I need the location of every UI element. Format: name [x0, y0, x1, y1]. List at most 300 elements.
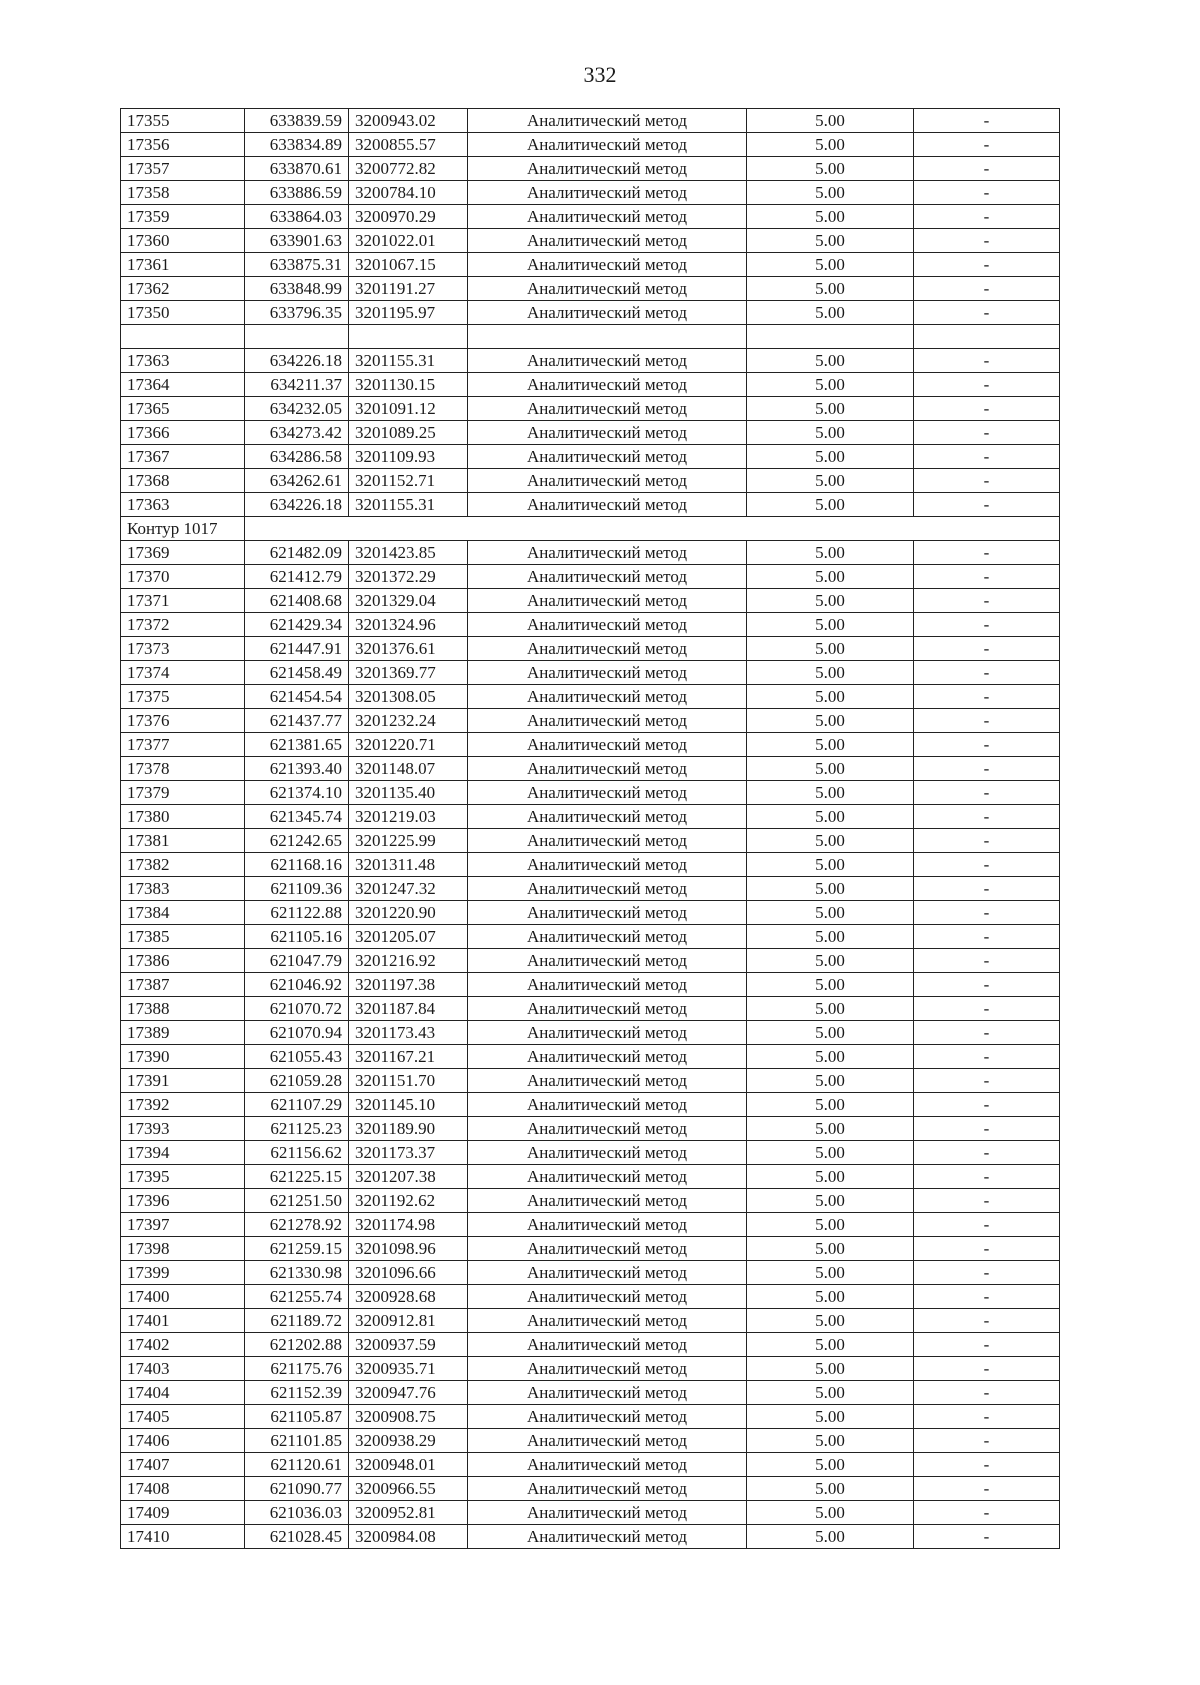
- method-cell: Аналитический метод: [468, 1069, 747, 1093]
- table-row: [121, 1021, 1060, 1045]
- note-cell: -: [914, 157, 1060, 181]
- table-row: [121, 1381, 1060, 1405]
- point-number-cell: 17405: [121, 1405, 245, 1429]
- accuracy-cell: 5.00: [747, 1501, 914, 1525]
- accuracy-cell: 5.00: [747, 1069, 914, 1093]
- x-coordinate-cell: 634226.18: [245, 349, 349, 373]
- x-coordinate-cell: 621454.54: [245, 685, 349, 709]
- table-row: [121, 661, 1060, 685]
- point-number-cell: 17396: [121, 1189, 245, 1213]
- table-row: [121, 997, 1060, 1021]
- table-row: [121, 613, 1060, 637]
- point-number-cell: 17406: [121, 1429, 245, 1453]
- x-coordinate-cell: 634273.42: [245, 421, 349, 445]
- accuracy-cell: 5.00: [747, 373, 914, 397]
- accuracy-cell: 5.00: [747, 349, 914, 373]
- point-number-cell: 17390: [121, 1045, 245, 1069]
- note-cell: -: [914, 421, 1060, 445]
- accuracy-cell: 5.00: [747, 109, 914, 133]
- point-number-cell: 17357: [121, 157, 245, 181]
- y-coordinate-cell: 3201130.15: [349, 373, 468, 397]
- point-number-cell: 17361: [121, 253, 245, 277]
- accuracy-cell: 5.00: [747, 757, 914, 781]
- accuracy-cell: 5.00: [747, 133, 914, 157]
- accuracy-cell: 5.00: [747, 733, 914, 757]
- note-cell: -: [914, 637, 1060, 661]
- point-number-cell: 17408: [121, 1477, 245, 1501]
- y-coordinate-cell: 3201096.66: [349, 1261, 468, 1285]
- table-row: [121, 541, 1060, 565]
- y-coordinate-cell: 3201311.48: [349, 853, 468, 877]
- method-cell: Аналитический метод: [468, 781, 747, 805]
- y-coordinate-cell: 3201423.85: [349, 541, 468, 565]
- table-row: [121, 589, 1060, 613]
- y-coordinate-cell: 3201225.99: [349, 829, 468, 853]
- point-number-cell: 17364: [121, 373, 245, 397]
- table-row: [121, 1069, 1060, 1093]
- point-number-cell: 17399: [121, 1261, 245, 1285]
- note-cell: -: [914, 1213, 1060, 1237]
- table-row: [121, 205, 1060, 229]
- point-number-cell: 17379: [121, 781, 245, 805]
- y-coordinate-cell: 3201329.04: [349, 589, 468, 613]
- accuracy-cell: 5.00: [747, 1141, 914, 1165]
- point-number-cell: 17391: [121, 1069, 245, 1093]
- accuracy-cell: 5.00: [747, 1525, 914, 1549]
- note-cell: [914, 325, 1060, 349]
- note-cell: -: [914, 877, 1060, 901]
- x-coordinate-cell: 621101.85: [245, 1429, 349, 1453]
- method-cell: Аналитический метод: [468, 157, 747, 181]
- accuracy-cell: 5.00: [747, 685, 914, 709]
- accuracy-cell: 5.00: [747, 1117, 914, 1141]
- note-cell: -: [914, 1429, 1060, 1453]
- method-cell: Аналитический метод: [468, 109, 747, 133]
- x-coordinate-cell: 621047.79: [245, 949, 349, 973]
- y-coordinate-cell: 3201109.93: [349, 445, 468, 469]
- x-coordinate-cell: 621152.39: [245, 1381, 349, 1405]
- note-cell: -: [914, 1117, 1060, 1141]
- x-coordinate-cell: 634232.05: [245, 397, 349, 421]
- table-row: [121, 421, 1060, 445]
- accuracy-cell: 5.00: [747, 469, 914, 493]
- point-number-cell: 17363: [121, 349, 245, 373]
- y-coordinate-cell: 3201167.21: [349, 1045, 468, 1069]
- point-number-cell: 17375: [121, 685, 245, 709]
- x-coordinate-cell: 621242.65: [245, 829, 349, 853]
- accuracy-cell: 5.00: [747, 565, 914, 589]
- note-cell: -: [914, 469, 1060, 493]
- note-cell: -: [914, 445, 1060, 469]
- x-coordinate-cell: 634262.61: [245, 469, 349, 493]
- y-coordinate-cell: 3200943.02: [349, 109, 468, 133]
- note-cell: -: [914, 397, 1060, 421]
- point-number-cell: 17410: [121, 1525, 245, 1549]
- y-coordinate-cell: 3201151.70: [349, 1069, 468, 1093]
- method-cell: Аналитический метод: [468, 1525, 747, 1549]
- accuracy-cell: 5.00: [747, 1165, 914, 1189]
- point-number-cell: 17383: [121, 877, 245, 901]
- accuracy-cell: 5.00: [747, 181, 914, 205]
- method-cell: Аналитический метод: [468, 1333, 747, 1357]
- point-number-cell: 17360: [121, 229, 245, 253]
- accuracy-cell: 5.00: [747, 1045, 914, 1069]
- method-cell: Аналитический метод: [468, 373, 747, 397]
- table-row: [121, 1093, 1060, 1117]
- point-number-cell: 17377: [121, 733, 245, 757]
- table-row: [121, 1333, 1060, 1357]
- y-coordinate-cell: 3200784.10: [349, 181, 468, 205]
- method-cell: Аналитический метод: [468, 1261, 747, 1285]
- x-coordinate-cell: 634211.37: [245, 373, 349, 397]
- note-cell: -: [914, 1405, 1060, 1429]
- point-number-cell: 17398: [121, 1237, 245, 1261]
- note-cell: -: [914, 853, 1060, 877]
- table-row: [121, 877, 1060, 901]
- x-coordinate-cell: 621120.61: [245, 1453, 349, 1477]
- point-number-cell: 17384: [121, 901, 245, 925]
- table-row: [121, 325, 1060, 349]
- point-number-cell: 17373: [121, 637, 245, 661]
- table-row: [121, 109, 1060, 133]
- method-cell: Аналитический метод: [468, 1021, 747, 1045]
- point-number-cell: 17380: [121, 805, 245, 829]
- method-cell: Аналитический метод: [468, 1045, 747, 1069]
- x-coordinate-cell: 621225.15: [245, 1165, 349, 1189]
- x-coordinate-cell: 621028.45: [245, 1525, 349, 1549]
- note-cell: -: [914, 1237, 1060, 1261]
- y-coordinate-cell: 3201372.29: [349, 565, 468, 589]
- point-number-cell: 17374: [121, 661, 245, 685]
- note-cell: -: [914, 565, 1060, 589]
- accuracy-cell: 5.00: [747, 1213, 914, 1237]
- method-cell: Аналитический метод: [468, 493, 747, 517]
- y-coordinate-cell: 3201091.12: [349, 397, 468, 421]
- point-number-cell: 17362: [121, 277, 245, 301]
- note-cell: -: [914, 1501, 1060, 1525]
- y-coordinate-cell: 3200855.57: [349, 133, 468, 157]
- point-number-cell: 17365: [121, 397, 245, 421]
- y-coordinate-cell: 3201187.84: [349, 997, 468, 1021]
- note-cell: -: [914, 949, 1060, 973]
- method-cell: Аналитический метод: [468, 805, 747, 829]
- x-coordinate-cell: 633796.35: [245, 301, 349, 325]
- point-number-cell: 17369: [121, 541, 245, 565]
- x-coordinate-cell: 633848.99: [245, 277, 349, 301]
- point-number-cell: 17394: [121, 1141, 245, 1165]
- table-row: [121, 133, 1060, 157]
- point-number-cell: 17370: [121, 565, 245, 589]
- x-coordinate-cell: 621055.43: [245, 1045, 349, 1069]
- method-cell: Аналитический метод: [468, 1453, 747, 1477]
- point-number-cell: 17409: [121, 1501, 245, 1525]
- accuracy-cell: 5.00: [747, 1237, 914, 1261]
- x-coordinate-cell: 633870.61: [245, 157, 349, 181]
- y-coordinate-cell: 3200928.68: [349, 1285, 468, 1309]
- note-cell: -: [914, 1069, 1060, 1093]
- table-row: [121, 397, 1060, 421]
- point-number-cell: 17350: [121, 301, 245, 325]
- accuracy-cell: 5.00: [747, 253, 914, 277]
- table-row: [121, 1189, 1060, 1213]
- method-cell: Аналитический метод: [468, 1189, 747, 1213]
- y-coordinate-cell: 3201369.77: [349, 661, 468, 685]
- method-cell: Аналитический метод: [468, 421, 747, 445]
- table-row: [121, 445, 1060, 469]
- y-coordinate-cell: 3201155.31: [349, 493, 468, 517]
- note-cell: -: [914, 1045, 1060, 1069]
- point-number-cell: 17401: [121, 1309, 245, 1333]
- method-cell: Аналитический метод: [468, 1381, 747, 1405]
- y-coordinate-cell: 3200948.01: [349, 1453, 468, 1477]
- table-row: [121, 301, 1060, 325]
- note-cell: -: [914, 1093, 1060, 1117]
- accuracy-cell: 5.00: [747, 301, 914, 325]
- y-coordinate-cell: 3200772.82: [349, 157, 468, 181]
- point-number-cell: 17389: [121, 1021, 245, 1045]
- accuracy-cell: 5.00: [747, 397, 914, 421]
- table-row: [121, 1213, 1060, 1237]
- y-coordinate-cell: 3201220.90: [349, 901, 468, 925]
- method-cell: Аналитический метод: [468, 685, 747, 709]
- note-cell: -: [914, 1189, 1060, 1213]
- point-number-cell: 17366: [121, 421, 245, 445]
- note-cell: -: [914, 709, 1060, 733]
- note-cell: -: [914, 253, 1060, 277]
- y-coordinate-cell: 3201173.43: [349, 1021, 468, 1045]
- x-coordinate-cell: 621105.87: [245, 1405, 349, 1429]
- note-cell: -: [914, 1021, 1060, 1045]
- x-coordinate-cell: 633886.59: [245, 181, 349, 205]
- point-number-cell: 17400: [121, 1285, 245, 1309]
- point-number-cell: 17392: [121, 1093, 245, 1117]
- method-cell: Аналитический метод: [468, 133, 747, 157]
- y-coordinate-cell: 3200984.08: [349, 1525, 468, 1549]
- method-cell: Аналитический метод: [468, 1213, 747, 1237]
- x-coordinate-cell: 633839.59: [245, 109, 349, 133]
- point-number-cell: 17403: [121, 1357, 245, 1381]
- method-cell: Аналитический метод: [468, 1309, 747, 1333]
- accuracy-cell: 5.00: [747, 805, 914, 829]
- x-coordinate-cell: [245, 325, 349, 349]
- x-coordinate-cell: 621046.92: [245, 973, 349, 997]
- x-coordinate-cell: 621447.91: [245, 637, 349, 661]
- point-number-cell: 17402: [121, 1333, 245, 1357]
- table-row: [121, 1477, 1060, 1501]
- y-coordinate-cell: 3201152.71: [349, 469, 468, 493]
- method-cell: Аналитический метод: [468, 709, 747, 733]
- note-cell: -: [914, 661, 1060, 685]
- method-cell: Аналитический метод: [468, 637, 747, 661]
- y-coordinate-cell: 3201022.01: [349, 229, 468, 253]
- method-cell: Аналитический метод: [468, 1477, 747, 1501]
- x-coordinate-cell: 621189.72: [245, 1309, 349, 1333]
- accuracy-cell: 5.00: [747, 661, 914, 685]
- method-cell: Аналитический метод: [468, 733, 747, 757]
- table-row: [121, 1309, 1060, 1333]
- accuracy-cell: 5.00: [747, 1405, 914, 1429]
- accuracy-cell: 5.00: [747, 853, 914, 877]
- x-coordinate-cell: 621408.68: [245, 589, 349, 613]
- accuracy-cell: 5.00: [747, 925, 914, 949]
- accuracy-cell: 5.00: [747, 997, 914, 1021]
- y-coordinate-cell: 3201067.15: [349, 253, 468, 277]
- accuracy-cell: 5.00: [747, 973, 914, 997]
- method-cell: Аналитический метод: [468, 1285, 747, 1309]
- x-coordinate-cell: 621105.16: [245, 925, 349, 949]
- table-row: [121, 349, 1060, 373]
- note-cell: -: [914, 181, 1060, 205]
- note-cell: -: [914, 829, 1060, 853]
- y-coordinate-cell: 3201089.25: [349, 421, 468, 445]
- x-coordinate-cell: 634286.58: [245, 445, 349, 469]
- table-row: [121, 181, 1060, 205]
- table-row: [121, 1045, 1060, 1069]
- table-row: [121, 829, 1060, 853]
- accuracy-cell: 5.00: [747, 901, 914, 925]
- x-coordinate-cell: 621251.50: [245, 1189, 349, 1213]
- point-number-cell: 17367: [121, 445, 245, 469]
- point-number-cell: 17371: [121, 589, 245, 613]
- y-coordinate-cell: 3201219.03: [349, 805, 468, 829]
- table-row: [121, 157, 1060, 181]
- accuracy-cell: 5.00: [747, 277, 914, 301]
- table-row: [121, 1453, 1060, 1477]
- y-coordinate-cell: 3201174.98: [349, 1213, 468, 1237]
- accuracy-cell: 5.00: [747, 1093, 914, 1117]
- method-cell: Аналитический метод: [468, 1093, 747, 1117]
- x-coordinate-cell: 621374.10: [245, 781, 349, 805]
- note-cell: -: [914, 541, 1060, 565]
- y-coordinate-cell: 3200912.81: [349, 1309, 468, 1333]
- y-coordinate-cell: 3201195.97: [349, 301, 468, 325]
- note-cell: -: [914, 1333, 1060, 1357]
- x-coordinate-cell: 621156.62: [245, 1141, 349, 1165]
- table-row: [121, 565, 1060, 589]
- accuracy-cell: 5.00: [747, 1453, 914, 1477]
- note-cell: -: [914, 493, 1060, 517]
- accuracy-cell: 5.00: [747, 1285, 914, 1309]
- x-coordinate-cell: 621122.88: [245, 901, 349, 925]
- method-cell: Аналитический метод: [468, 301, 747, 325]
- table-row: [121, 1117, 1060, 1141]
- method-cell: Аналитический метод: [468, 925, 747, 949]
- point-number-cell: 17393: [121, 1117, 245, 1141]
- y-coordinate-cell: 3200908.75: [349, 1405, 468, 1429]
- y-coordinate-cell: 3201173.37: [349, 1141, 468, 1165]
- table-row: [121, 1141, 1060, 1165]
- point-number-cell: 17368: [121, 469, 245, 493]
- accuracy-cell: 5.00: [747, 1189, 914, 1213]
- method-cell: Аналитический метод: [468, 1429, 747, 1453]
- x-coordinate-cell: 621259.15: [245, 1237, 349, 1261]
- table-row: [121, 1501, 1060, 1525]
- note-cell: -: [914, 1477, 1060, 1501]
- note-cell: -: [914, 1309, 1060, 1333]
- accuracy-cell: 5.00: [747, 541, 914, 565]
- table-row: [121, 757, 1060, 781]
- x-coordinate-cell: 621278.92: [245, 1213, 349, 1237]
- accuracy-cell: 5.00: [747, 1021, 914, 1045]
- table-row: [121, 685, 1060, 709]
- table-row: [121, 517, 1060, 541]
- coordinates-table: [120, 108, 1060, 1549]
- method-cell: Аналитический метод: [468, 565, 747, 589]
- y-coordinate-cell: 3201308.05: [349, 685, 468, 709]
- accuracy-cell: 5.00: [747, 829, 914, 853]
- point-number-cell: 17381: [121, 829, 245, 853]
- x-coordinate-cell: 621036.03: [245, 1501, 349, 1525]
- note-cell: -: [914, 205, 1060, 229]
- y-coordinate-cell: 3200938.29: [349, 1429, 468, 1453]
- table-row: [121, 1357, 1060, 1381]
- method-cell: Аналитический метод: [468, 853, 747, 877]
- table-row: [121, 709, 1060, 733]
- y-coordinate-cell: 3200935.71: [349, 1357, 468, 1381]
- accuracy-cell: 5.00: [747, 157, 914, 181]
- point-number-cell: 17376: [121, 709, 245, 733]
- accuracy-cell: 5.00: [747, 613, 914, 637]
- y-coordinate-cell: 3201192.62: [349, 1189, 468, 1213]
- x-coordinate-cell: 621458.49: [245, 661, 349, 685]
- x-coordinate-cell: 621345.74: [245, 805, 349, 829]
- method-cell: Аналитический метод: [468, 349, 747, 373]
- method-cell: Аналитический метод: [468, 181, 747, 205]
- x-coordinate-cell: 634226.18: [245, 493, 349, 517]
- method-cell: Аналитический метод: [468, 901, 747, 925]
- x-coordinate-cell: 621168.16: [245, 853, 349, 877]
- note-cell: -: [914, 685, 1060, 709]
- x-coordinate-cell: 621175.76: [245, 1357, 349, 1381]
- point-number-cell: 17359: [121, 205, 245, 229]
- note-cell: -: [914, 109, 1060, 133]
- method-cell: Аналитический метод: [468, 1237, 747, 1261]
- table-row: [121, 973, 1060, 997]
- method-cell: Аналитический метод: [468, 277, 747, 301]
- y-coordinate-cell: 3201207.38: [349, 1165, 468, 1189]
- note-cell: -: [914, 901, 1060, 925]
- note-cell: -: [914, 757, 1060, 781]
- table-row: [121, 949, 1060, 973]
- point-number-cell: 17387: [121, 973, 245, 997]
- y-coordinate-cell: 3201247.32: [349, 877, 468, 901]
- table-row: [121, 253, 1060, 277]
- note-cell: -: [914, 1453, 1060, 1477]
- accuracy-cell: 5.00: [747, 1477, 914, 1501]
- point-number-cell: 17404: [121, 1381, 245, 1405]
- point-number-cell: 17385: [121, 925, 245, 949]
- note-cell: -: [914, 1165, 1060, 1189]
- y-coordinate-cell: 3200970.29: [349, 205, 468, 229]
- accuracy-cell: [747, 325, 914, 349]
- note-cell: -: [914, 1525, 1060, 1549]
- method-cell: Аналитический метод: [468, 877, 747, 901]
- note-cell: -: [914, 301, 1060, 325]
- contour-label-cell: Контур 1017: [121, 517, 245, 541]
- note-cell: -: [914, 997, 1060, 1021]
- method-cell: Аналитический метод: [468, 1405, 747, 1429]
- note-cell: -: [914, 133, 1060, 157]
- note-cell: -: [914, 1261, 1060, 1285]
- x-coordinate-cell: 621437.77: [245, 709, 349, 733]
- x-coordinate-cell: 621070.94: [245, 1021, 349, 1045]
- note-cell: -: [914, 373, 1060, 397]
- accuracy-cell: 5.00: [747, 877, 914, 901]
- accuracy-cell: 5.00: [747, 229, 914, 253]
- table-row: [121, 1285, 1060, 1309]
- table-row: [121, 277, 1060, 301]
- y-coordinate-cell: 3201232.24: [349, 709, 468, 733]
